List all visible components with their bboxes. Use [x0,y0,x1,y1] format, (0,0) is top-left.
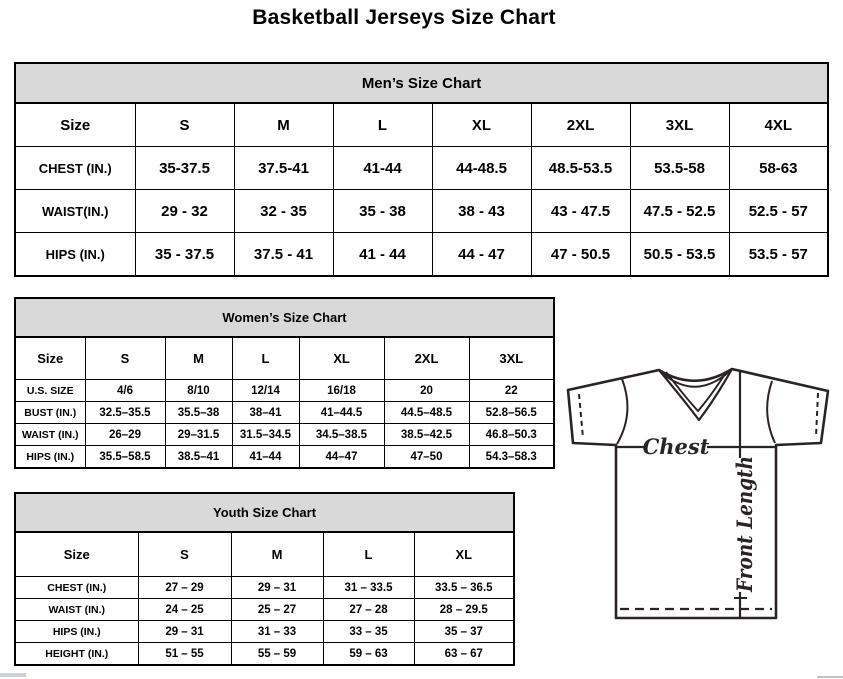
value-cell: 51 – 55 [138,643,231,666]
size-header-row [15,532,514,577]
value-cell: 34.5–38.5 [299,424,384,446]
size-header-cell: XL [299,337,384,380]
measurement-row [15,190,828,233]
row-label: HIPS (IN.) [15,233,135,277]
mens-size-chart-table [14,62,829,277]
value-cell: 53.5-58 [630,147,729,190]
value-cell: 44.5–48.5 [384,402,469,424]
value-cell: 37.5-41 [234,147,333,190]
value-cell: 35-37.5 [135,147,234,190]
value-cell: 63 – 67 [414,643,514,666]
youth-size-chart-table [14,492,515,666]
size-column-label: Size [15,337,85,380]
row-label: HIPS (IN.) [15,446,85,469]
value-cell: 47.5 - 52.5 [630,190,729,233]
size-header-cell: L [232,337,299,380]
value-cell: 29 - 32 [135,190,234,233]
size-header-cell: 3XL [469,337,554,380]
value-cell: 59 – 63 [323,643,414,666]
table-title-row [15,298,554,337]
size-header-row [15,337,554,380]
value-cell: 38 - 43 [432,190,531,233]
value-cell: 52.8–56.5 [469,402,554,424]
value-cell: 44-48.5 [432,147,531,190]
table-title-row [15,493,514,532]
value-cell: 35.5–58.5 [85,446,165,469]
value-cell: 27 – 29 [138,577,231,599]
value-cell: 33.5 – 36.5 [414,577,514,599]
size-header-cell: M [231,532,323,577]
value-cell: 38–41 [232,402,299,424]
size-header-cell: S [138,532,231,577]
page-title: Basketball Jerseys Size Chart [252,6,556,29]
jersey-outline-shape [568,369,828,618]
womens-chart-title: Women’s Size Chart [15,298,554,337]
size-header-cell: 3XL [630,103,729,147]
size-header-cell: 2XL [384,337,469,380]
value-cell: 24 – 25 [138,599,231,621]
jersey-measurement-diagram [556,358,843,670]
size-column-label: Size [15,532,138,577]
value-cell: 53.5 - 57 [729,233,828,277]
measurement-row [15,402,554,424]
measurement-row [15,424,554,446]
right-sleeve-stitch-dashes [816,393,818,437]
value-cell: 41–44.5 [299,402,384,424]
value-cell: 58-63 [729,147,828,190]
measurement-row [15,233,828,277]
measurement-row [15,380,554,402]
value-cell: 47–50 [384,446,469,469]
value-cell: 22 [469,380,554,402]
measurement-row [15,621,514,643]
value-cell: 44–47 [299,446,384,469]
value-cell: 31.5–34.5 [232,424,299,446]
value-cell: 47 - 50.5 [531,233,630,277]
value-cell: 29 – 31 [231,577,323,599]
row-label: WAIST (IN.) [15,424,85,446]
value-cell: 35 – 37 [414,621,514,643]
row-label: HEIGHT (IN.) [15,643,138,666]
value-cell: 32 - 35 [234,190,333,233]
right-armhole-seam [767,381,775,443]
womens-size-chart-table [14,297,555,469]
value-cell: 41-44 [333,147,432,190]
value-cell: 43 - 47.5 [531,190,630,233]
value-cell: 38.5–41 [165,446,232,469]
value-cell: 35 - 37.5 [135,233,234,277]
row-label: CHEST (IN.) [15,577,138,599]
measurement-row [15,643,514,666]
measurement-row [15,577,514,599]
value-cell: 31 – 33.5 [323,577,414,599]
measurement-row [15,446,554,469]
value-cell: 27 – 28 [323,599,414,621]
value-cell: 41–44 [232,446,299,469]
size-header-cell: XL [432,103,531,147]
value-cell: 28 – 29.5 [414,599,514,621]
size-header-cell: M [165,337,232,380]
row-label: CHEST (IN.) [15,147,135,190]
value-cell: 16/18 [299,380,384,402]
value-cell: 46.8–50.3 [469,424,554,446]
value-cell: 35.5–38 [165,402,232,424]
size-header-cell: L [333,103,432,147]
value-cell: 25 – 27 [231,599,323,621]
value-cell: 26–29 [85,424,165,446]
value-cell: 4/6 [85,380,165,402]
value-cell: 35 - 38 [333,190,432,233]
size-header-cell: XL [414,532,514,577]
size-header-row [15,103,828,147]
value-cell: 48.5-53.5 [531,147,630,190]
value-cell: 44 - 47 [432,233,531,277]
size-header-cell: S [135,103,234,147]
value-cell: 31 – 33 [231,621,323,643]
value-cell: 20 [384,380,469,402]
row-label: WAIST (IN.) [15,599,138,621]
value-cell: 29 – 31 [138,621,231,643]
table-title-row [15,63,828,103]
value-cell: 55 – 59 [231,643,323,666]
size-header-cell: S [85,337,165,380]
value-cell: 29–31.5 [165,424,232,446]
value-cell: 12/14 [232,380,299,402]
measurement-row [15,147,828,190]
size-column-label: Size [15,103,135,147]
value-cell: 52.5 - 57 [729,190,828,233]
row-label: U.S. SIZE [15,380,85,402]
scrollbar-fragment-left [0,673,26,677]
size-header-cell: 4XL [729,103,828,147]
value-cell: 54.3–58.3 [469,446,554,469]
row-label: WAIST(IN.) [15,190,135,233]
size-header-cell: 2XL [531,103,630,147]
mens-chart-title: Men’s Size Chart [15,63,828,103]
value-cell: 8/10 [165,380,232,402]
value-cell: 50.5 - 53.5 [630,233,729,277]
size-header-cell: L [323,532,414,577]
value-cell: 32.5–35.5 [85,402,165,424]
value-cell: 37.5 - 41 [234,233,333,277]
left-sleeve-stitch-dashes [579,394,583,438]
row-label: BUST (IN.) [15,402,85,424]
measurement-row [15,599,514,621]
value-cell: 41 - 44 [333,233,432,277]
front-length-label: Front Length [732,437,757,592]
chest-label: Chest [642,434,710,459]
size-header-cell: M [234,103,333,147]
youth-chart-title: Youth Size Chart [15,493,514,532]
left-armhole-seam [617,379,627,444]
row-label: HIPS (IN.) [15,621,138,643]
value-cell: 38.5–42.5 [384,424,469,446]
scrollbar-fragment-right [817,676,843,678]
value-cell: 33 – 35 [323,621,414,643]
